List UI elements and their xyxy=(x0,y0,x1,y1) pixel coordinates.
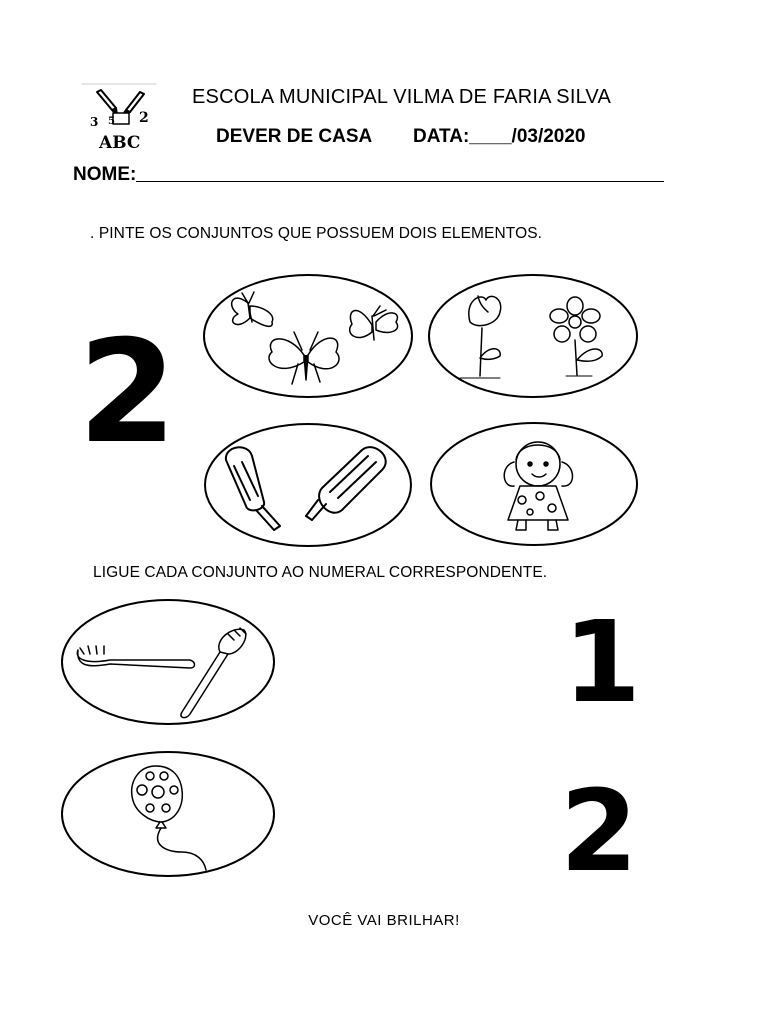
butterfly-icon xyxy=(350,306,398,340)
name-label: NOME: xyxy=(73,164,137,185)
logo-number-2: 2 xyxy=(139,110,149,126)
homework-label: DEVER DE CASA xyxy=(216,126,373,147)
target-number: 2 xyxy=(78,310,177,475)
butterfly-icon xyxy=(269,332,339,384)
logo-letters: ABC xyxy=(99,133,141,153)
set-oval-balloon xyxy=(62,752,274,876)
pencil-icon xyxy=(97,90,117,115)
doll-icon xyxy=(504,442,572,530)
date-label: DATA:____/03/2020 xyxy=(413,126,586,147)
tulip-icon xyxy=(460,296,501,378)
logo-number-3: 3 xyxy=(90,115,99,129)
popsicle-icon xyxy=(306,447,386,520)
balloon-icon xyxy=(132,766,206,870)
logo-number-5: 5 xyxy=(108,116,115,127)
numeral-two: 2 xyxy=(560,767,638,897)
school-logo xyxy=(82,84,156,153)
flower-icon xyxy=(550,297,602,376)
instruction-exercise-1: . PINTE OS CONJUNTOS QUE POSSUEM DOIS ELEMENTOS. xyxy=(90,225,543,242)
instruction-exercise-2: LIGUE CADA CONJUNTO AO NUMERAL CORRESPONDENTE. xyxy=(93,564,548,581)
butterfly-icon xyxy=(232,292,273,326)
popsicle-icon xyxy=(226,447,280,530)
school-name: ESCOLA MUNICIPAL VILMA DE FARIA SILVA xyxy=(192,86,612,108)
toothbrush-icon xyxy=(181,628,246,718)
toothbrush-icon xyxy=(77,646,194,668)
set-oval-doll xyxy=(431,423,637,545)
numeral-one: 1 xyxy=(563,598,641,728)
set-oval-butterflies xyxy=(204,275,412,397)
set-oval-flowers xyxy=(429,275,637,397)
footer-message: VOCÊ VAI BRILHAR! xyxy=(308,912,460,929)
